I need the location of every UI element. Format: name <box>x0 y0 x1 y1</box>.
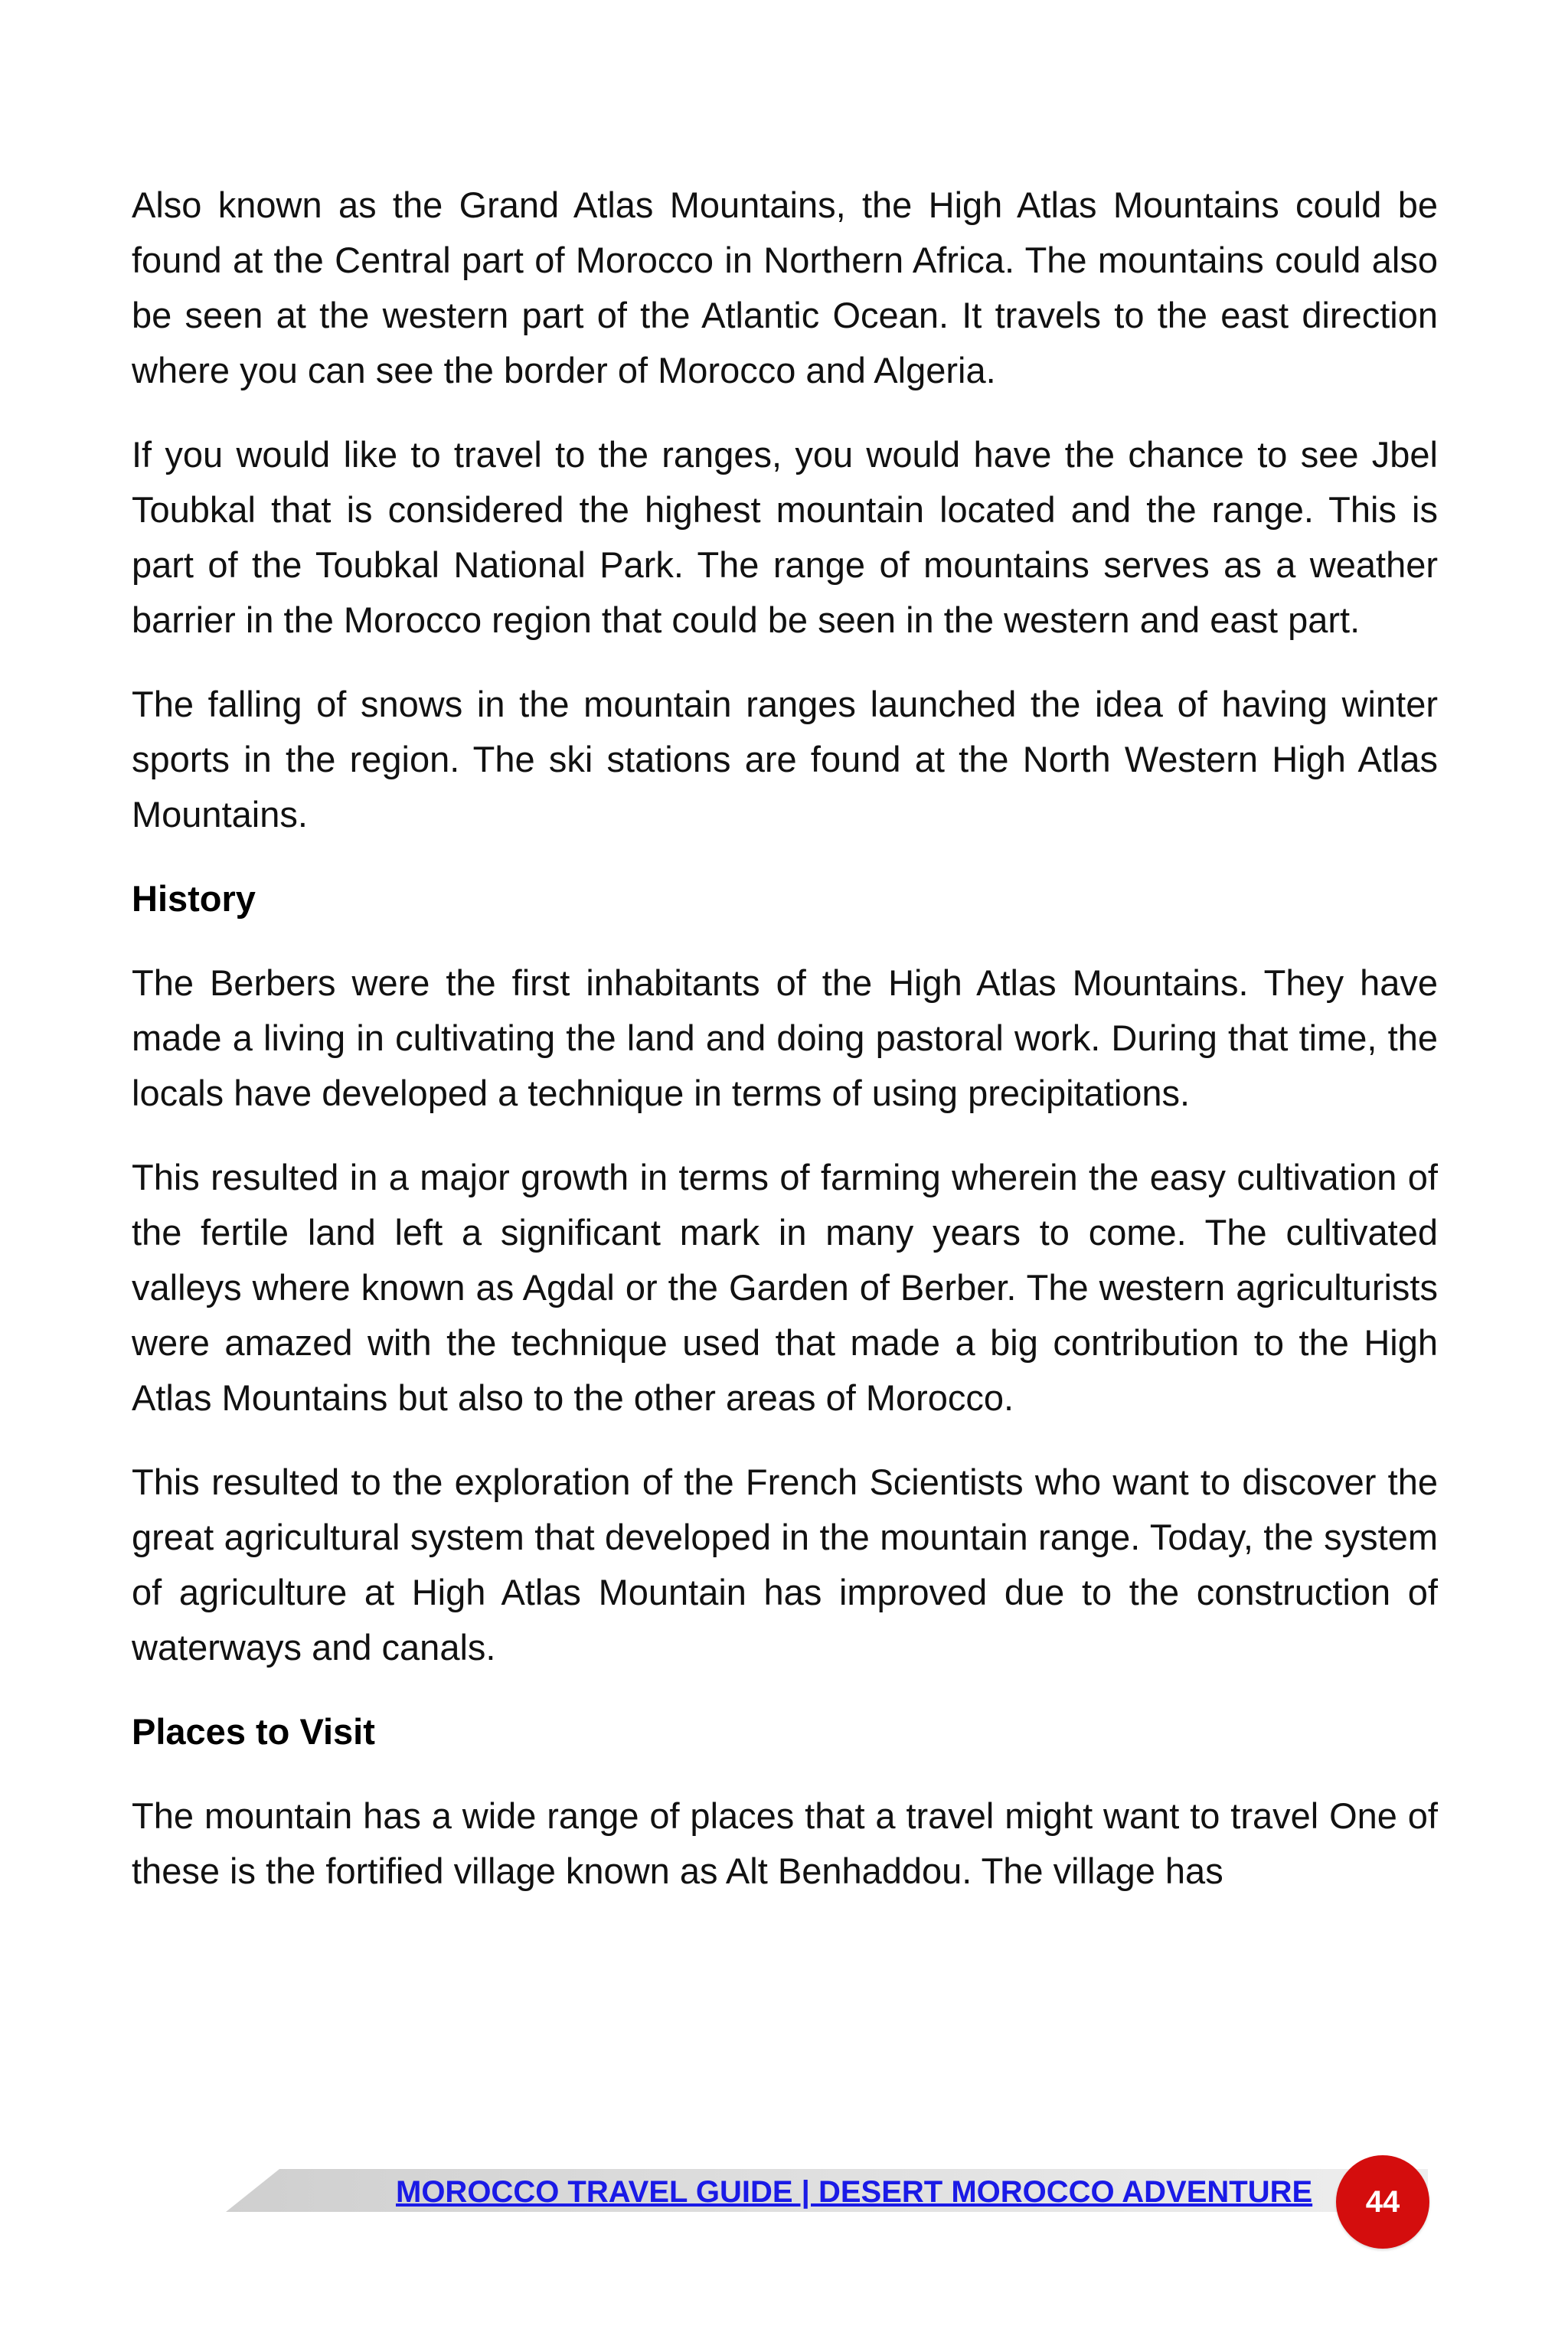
paragraph-intro-2: If you would like to travel to the ranges, you would have the chance to see Jbel Toubkal that is considered the highest mountain located and the range. This is part of the Toubkal National Park. The range of mountains serves as a weather barrier in the Morocco region that could be seen in the western and east part. <box>132 434 1438 640</box>
page-footer <box>226 2155 1436 2226</box>
paragraph-intro-3: The falling of snows in the mountain ranges launched the idea of having winter sports in the region. The ski stations are found at the North Western High Atlas Mountains. <box>132 684 1438 835</box>
footer-guide-link[interactable]: MOROCCO TRAVEL GUIDE | DESERT MOROCCO ADVENTURE <box>396 2175 1313 2209</box>
places-to-visit-heading: Places to Visit <box>132 1711 375 1752</box>
history-heading: History <box>132 878 256 919</box>
page-body <box>132 178 1438 1928</box>
page-number-badge: 44 <box>1336 2155 1429 2249</box>
paragraph-history-3: This resulted to the exploration of the French Scientists who want to discover the great agricultural system that developed in the mountain range. Today, the system of agriculture at High Atlas Mountain has improved due to the construction of waterways and canals. <box>132 1462 1438 1668</box>
paragraph-places-1: The mountain has a wide range of places that a travel might want to travel One of these is the fortified village known as Alt Benhaddou. The village has <box>132 1795 1438 1891</box>
paragraph-history-2: This resulted in a major growth in terms of farming wherein the easy cultivation of the fertile land left a significant mark in many years to come. The cultivated valleys where known as Agdal or the Garden of Berber. The western agriculturists were amazed with the technique used that made a big contribution to the High Atlas Mountains but also to the other areas of Morocco. <box>132 1157 1438 1418</box>
paragraph-intro-1: Also known as the Grand Atlas Mountains, the High Atlas Mountains could be found at the Central part of Morocco in Northern Africa. The mountains could also be seen at the western part of the Atlantic Ocean. It travels to the east direction where you can see the border of Morocco and Algeria. <box>132 185 1438 390</box>
paragraph-history-1: The Berbers were the first inhabitants of the High Atlas Mountains. They have made a living in cultivating the land and doing pastoral work. During that time, the locals have developed a technique in terms of using precipitations. <box>132 962 1438 1113</box>
